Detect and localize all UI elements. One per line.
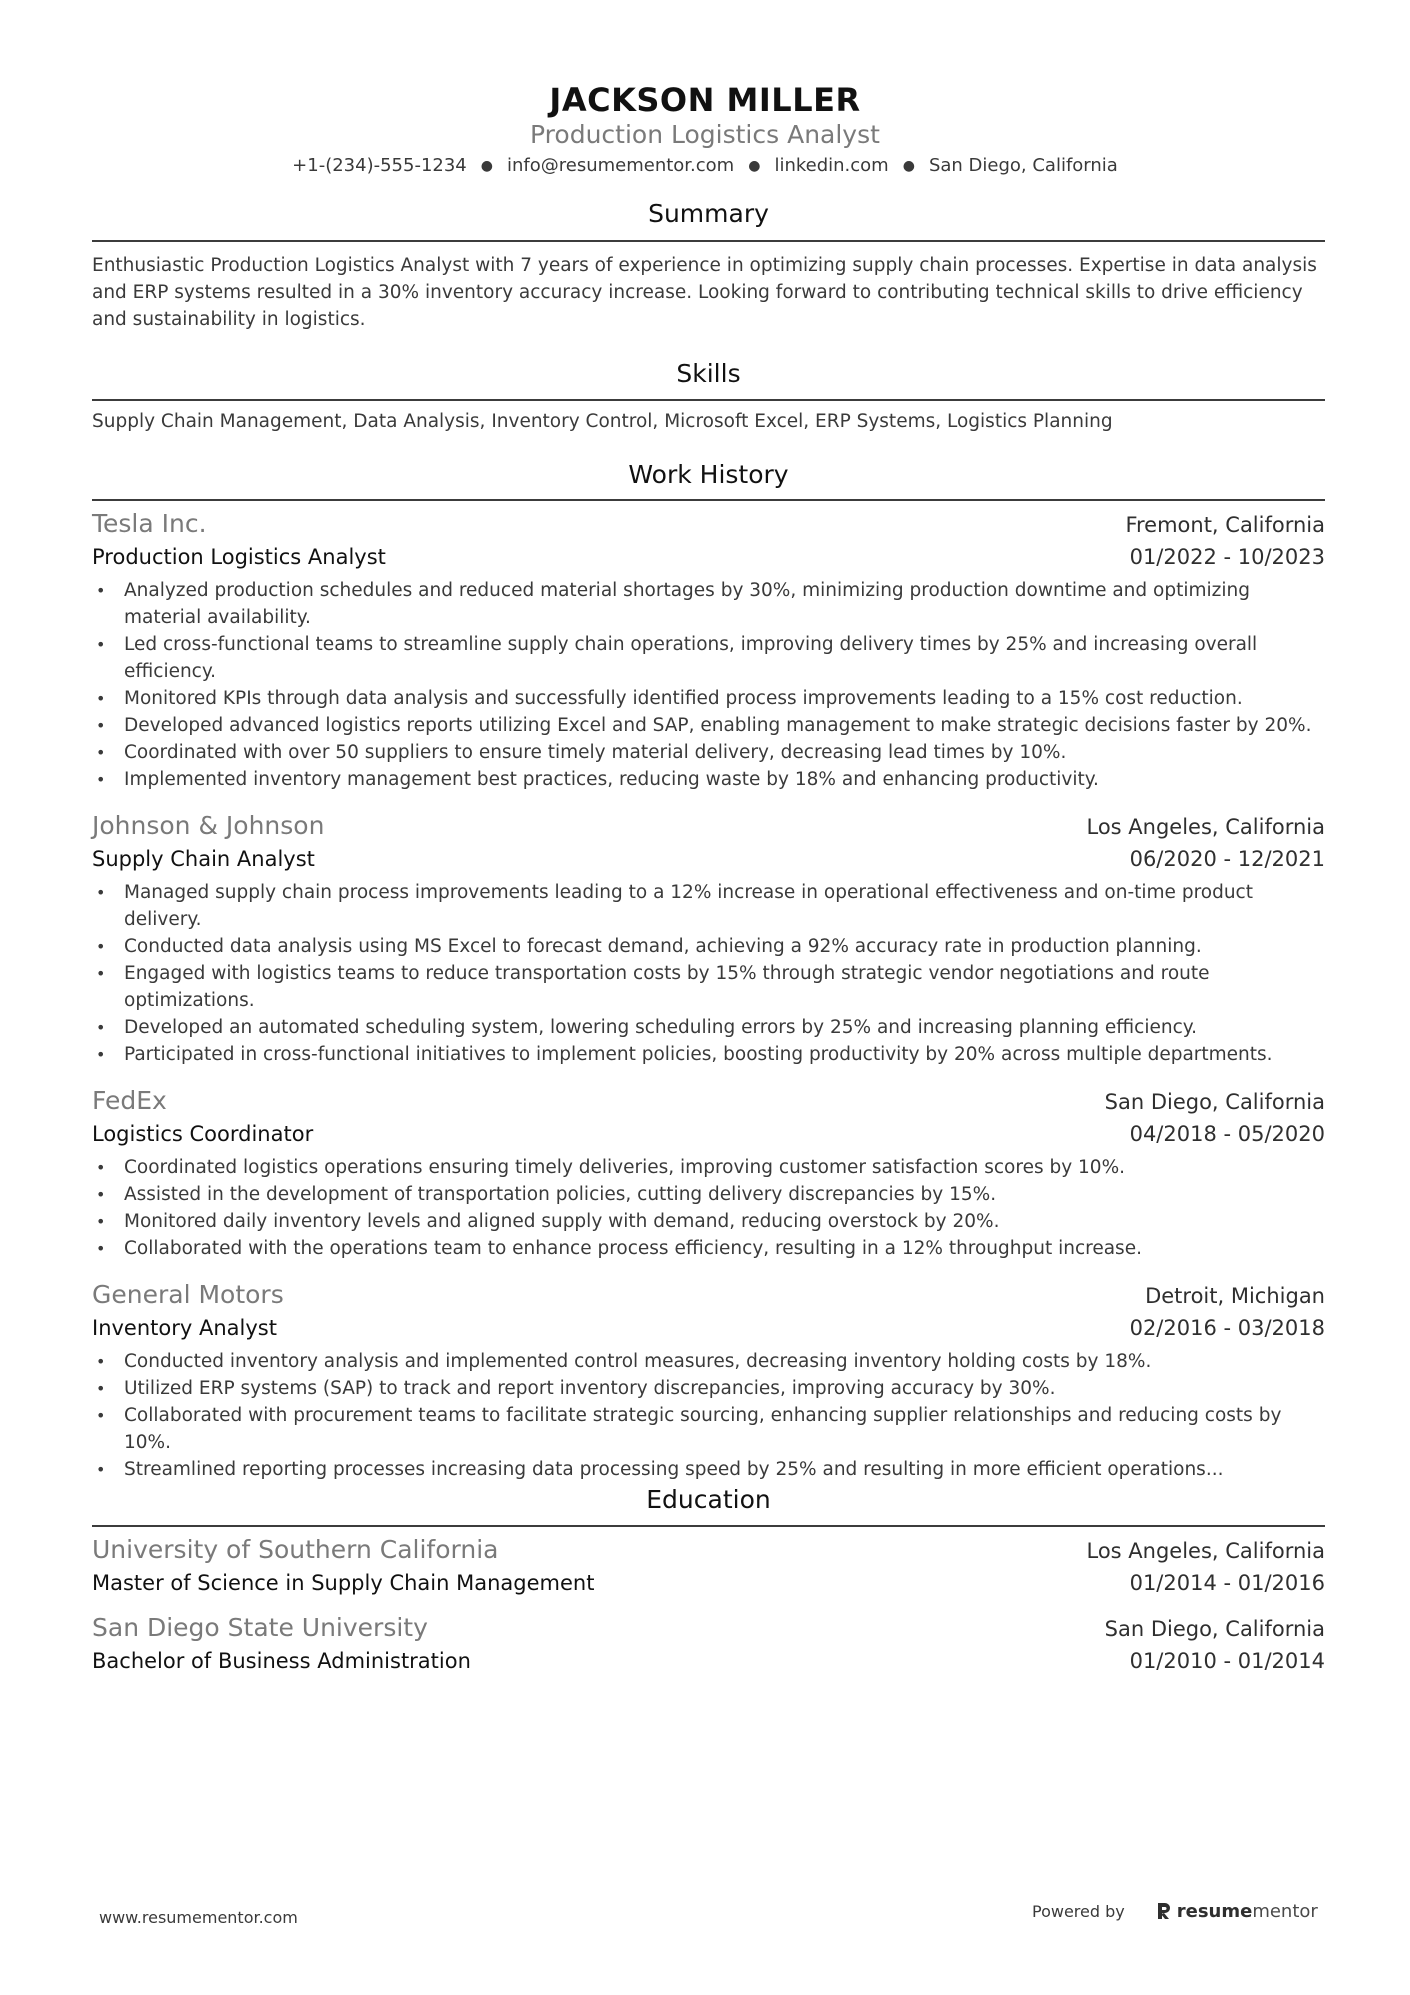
skills-heading: Skills	[676, 359, 741, 388]
job-entry	[92, 809, 1325, 1068]
contact-phone: +1-(234)-555-1234	[292, 155, 467, 176]
education-dates: 01/2014 - 01/2016	[1129, 1571, 1325, 1595]
separator-dot: ●	[902, 158, 915, 174]
list-item: • Coordinated logistics operations ensuring timely deliveries, improving customer satisfaction scores by 10%.	[92, 1154, 1325, 1181]
powered-by-label: Powered by	[1032, 1901, 1125, 1921]
work-history-divider	[92, 499, 1325, 501]
skills-text: Supply Chain Management, Data Analysis, Inventory Control, Microsoft Excel, ERP Systems, Logistics Planning	[92, 411, 1113, 432]
education-dates: 01/2010 - 01/2014	[1129, 1649, 1325, 1673]
resumementor-logo-icon	[1155, 1900, 1173, 1922]
list-item: • Engaged with logistics teams to reduce transportation costs by 15% through strategic vendor negotiations and route optimizations.	[92, 960, 1325, 1014]
contact-linkedin[interactable]: linkedin.com	[774, 155, 889, 176]
list-item: • Collaborated with procurement teams to facilitate strategic sourcing, enhancing supplier relationships and reducing costs by 10%.	[92, 1402, 1325, 1456]
list-item: • Participated in cross-functional initiatives to implement policies, boosting productivity by 20% across multiple departments.	[92, 1041, 1325, 1068]
job-entry	[92, 1278, 1325, 1483]
job-dates: 06/2020 - 12/2021	[1129, 847, 1325, 871]
list-item: • Led cross-functional teams to streamline supply chain operations, improving delivery times by 25% and increasing overall efficiency.	[92, 631, 1325, 685]
list-item: • Collaborated with the operations team to enhance process efficiency, resulting in a 12% throughput increase.	[92, 1235, 1325, 1262]
candidate-role: Production Logistics Analyst	[530, 120, 880, 149]
footer-branding	[1032, 1900, 1318, 1922]
job-location: Detroit, Michigan	[1145, 1284, 1325, 1308]
school-name: University of Southern California	[92, 1535, 499, 1564]
job-bullets	[92, 1154, 1325, 1262]
job-location: Fremont, California	[1125, 513, 1325, 537]
list-item: • Developed advanced logistics reports utilizing Excel and SAP, enabling management to make strategic decisions faster by 20%.	[92, 712, 1325, 739]
list-item: • Coordinated with over 50 suppliers to ensure timely material delivery, decreasing lead times by 10%.	[92, 739, 1325, 766]
degree-name: Master of Science in Supply Chain Management	[92, 1571, 595, 1595]
job-title: Inventory Analyst	[92, 1316, 277, 1340]
job-location: Los Angeles, California	[1086, 815, 1325, 839]
skills-divider	[92, 399, 1325, 401]
job-company: General Motors	[92, 1280, 284, 1309]
contact-email[interactable]: info@resumementor.com	[506, 155, 735, 176]
school-location: San Diego, California	[1104, 1617, 1325, 1641]
brand-logo[interactable]	[1155, 1900, 1318, 1922]
job-company: Johnson & Johnson	[92, 811, 325, 840]
brand-name-part2: mentor	[1252, 1900, 1318, 1922]
job-location: San Diego, California	[1104, 1090, 1325, 1114]
education-entry	[92, 1611, 1325, 1677]
contact-line	[0, 152, 1410, 180]
list-item: • Managed supply chain process improvements leading to a 12% increase in operational effectiveness and on-time product delivery.	[92, 879, 1325, 933]
list-item: • Monitored daily inventory levels and aligned supply with demand, reducing overstock by 20%.	[92, 1208, 1325, 1235]
job-bullets	[92, 1348, 1325, 1483]
job-title: Supply Chain Analyst	[92, 847, 315, 871]
job-dates: 01/2022 - 10/2023	[1129, 545, 1325, 569]
resume-header	[0, 80, 1410, 180]
list-item: • Analyzed production schedules and reduced material shortages by 30%, minimizing production downtime and optimizing material availability.	[92, 577, 1325, 631]
list-item: • Assisted in the development of transportation policies, cutting delivery discrepancies by 15%.	[92, 1181, 1325, 1208]
education-heading: Education	[646, 1485, 771, 1514]
job-bullets	[92, 879, 1325, 1068]
job-title: Production Logistics Analyst	[92, 545, 386, 569]
separator-dot: ●	[480, 158, 493, 174]
job-bullets	[92, 577, 1325, 793]
summary-divider	[92, 240, 1325, 242]
work-history-heading: Work History	[628, 460, 789, 489]
list-item: • Utilized ERP systems (SAP) to track and report inventory discrepancies, improving accuracy by 30%.	[92, 1375, 1325, 1402]
list-item: • Conducted data analysis using MS Excel to forecast demand, achieving a 92% accuracy rate in production planning.	[92, 933, 1325, 960]
summary-text: Enthusiastic Production Logistics Analyst with 7 years of experience in optimizing supply chain processes. Expertise in data analysis and ERP systems resulted in a 30% inventory accuracy increase. Looking forward to contributing technical skills to drive efficiency and sustainability in logistics.	[92, 255, 1317, 330]
school-location: Los Angeles, California	[1086, 1539, 1325, 1563]
separator-dot: ●	[748, 158, 761, 174]
job-entry	[92, 507, 1325, 793]
summary-heading: Summary	[648, 199, 769, 228]
list-item: • Implemented inventory management best practices, reducing waste by 18% and enhancing productivity.	[92, 766, 1325, 793]
job-company: Tesla Inc.	[92, 509, 207, 538]
job-dates: 02/2016 - 03/2018	[1129, 1316, 1325, 1340]
job-title: Logistics Coordinator	[92, 1122, 314, 1146]
list-item: • Conducted inventory analysis and implemented control measures, decreasing inventory holding costs by 18%.	[92, 1348, 1325, 1375]
education-entry	[92, 1533, 1325, 1599]
job-company: FedEx	[92, 1086, 167, 1115]
degree-name: Bachelor of Business Administration	[92, 1649, 471, 1673]
job-entry	[92, 1084, 1325, 1262]
list-item: • Streamlined reporting processes increasing data processing speed by 25% and resulting in more efficient operations...	[92, 1456, 1325, 1483]
list-item: • Developed an automated scheduling system, lowering scheduling errors by 25% and increasing planning efficiency.	[92, 1014, 1325, 1041]
list-item: • Monitored KPIs through data analysis and successfully identified process improvements leading to a 15% cost reduction.	[92, 685, 1325, 712]
brand-name-part1: resume	[1176, 1900, 1253, 1922]
footer-website[interactable]: www.resumementor.com	[99, 1908, 298, 1927]
contact-location: San Diego, California	[928, 155, 1118, 176]
school-name: San Diego State University	[92, 1613, 428, 1642]
education-divider	[92, 1525, 1325, 1527]
job-dates: 04/2018 - 05/2020	[1129, 1122, 1325, 1146]
candidate-name: JACKSON MILLER	[549, 81, 861, 119]
